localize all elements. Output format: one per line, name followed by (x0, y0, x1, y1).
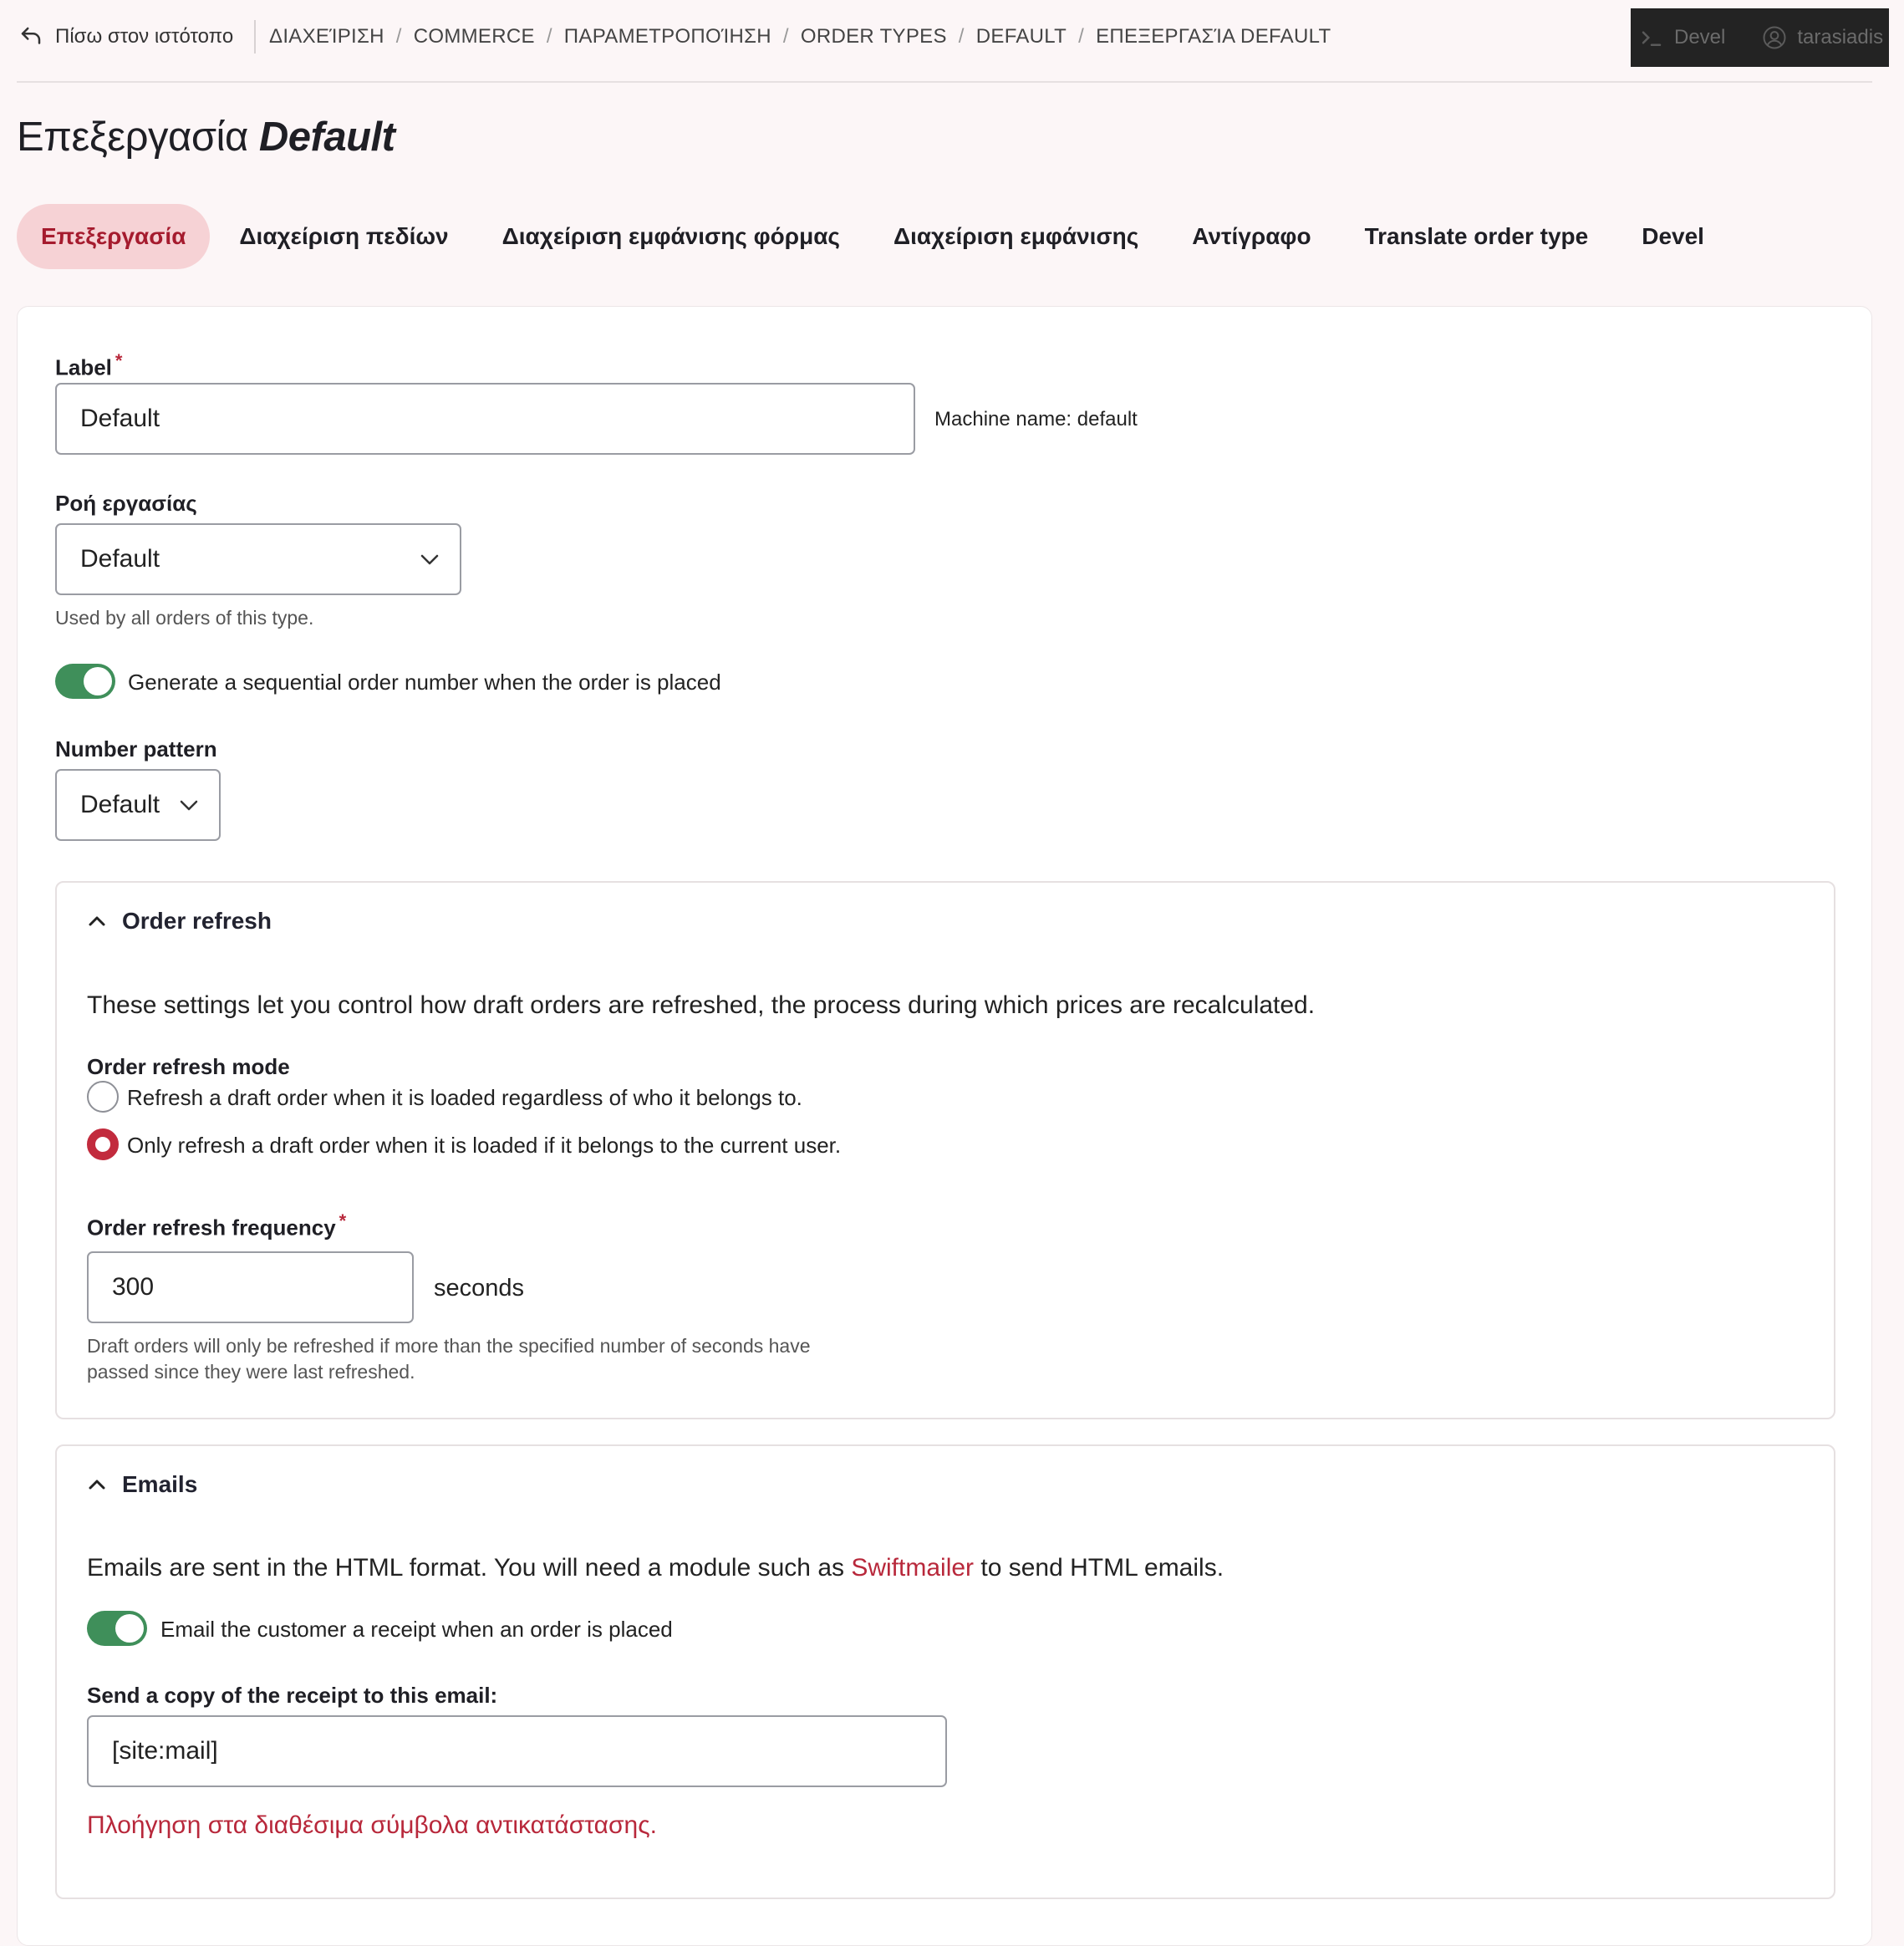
chevron-up-icon (87, 1475, 107, 1495)
breadcrumb-separator: / (1078, 25, 1085, 48)
tab-manage-display[interactable]: Διαχείριση εμφάνισης (893, 223, 1139, 249)
divider (254, 20, 256, 53)
breadcrumb-separator: / (395, 25, 402, 48)
breadcrumb-item-default[interactable]: DEFAULT (975, 25, 1067, 48)
refresh-mode-radio-always[interactable] (87, 1081, 119, 1113)
refresh-frequency-help-line-2: passed since they were last refreshed. (87, 1361, 415, 1383)
breadcrumb (269, 18, 1331, 55)
workflow-label: Ροή εργασίας (55, 491, 197, 516)
label-input[interactable]: Default (55, 383, 915, 455)
devel-menu-button[interactable] (1631, 25, 1725, 50)
emails-title: Emails (122, 1471, 198, 1497)
label-field-label: Label * (55, 350, 123, 380)
top-bar (17, 0, 1884, 83)
chevron-down-icon (420, 551, 440, 568)
order-refresh-summary[interactable] (87, 908, 272, 935)
refresh-frequency-input[interactable]: 300 (87, 1251, 414, 1323)
page-title-entity: Default (258, 115, 395, 160)
order-refresh-mode-label: Order refresh mode (87, 1054, 290, 1079)
toggle-knob (84, 667, 112, 695)
breadcrumb-item-configuration[interactable]: ΠΑΡΑΜΕΤΡΟΠΟΊΗΣΗ (563, 25, 771, 48)
breadcrumb-separator: / (546, 25, 552, 48)
emails-description: Emails are sent in the HTML format. You will need a module such as Swiftmailer to send HTML emails. (87, 1554, 1224, 1582)
user-icon (1762, 25, 1787, 50)
breadcrumb-item-order-types[interactable]: ORDER TYPES (800, 25, 947, 48)
order-refresh-description: These settings let you control how draft orders are refreshed, the process during which prices are recalculated. (87, 991, 1316, 1019)
back-to-site-label: Πίσω στον ιστότοπο (55, 25, 234, 48)
tab-duplicate[interactable]: Αντίγραφο (1192, 223, 1311, 249)
user-menu-button[interactable] (1725, 25, 1883, 50)
emails-summary[interactable] (87, 1471, 197, 1498)
tab-manage-fields[interactable]: Διαχείριση πεδίων (239, 223, 449, 249)
refresh-mode-option-always: Refresh a draft order when it is loaded regardless of who it belongs to. (127, 1085, 802, 1110)
breadcrumb-item-commerce[interactable]: COMMERCE (413, 25, 535, 48)
devel-toolbar (1631, 8, 1889, 67)
tab-translate-order-type[interactable]: Translate order type (1364, 223, 1589, 249)
devel-label: Devel (1674, 26, 1726, 48)
tab-devel[interactable]: Devel (1642, 223, 1704, 249)
email-receipt-label: Email the customer a receipt when an order is placed (160, 1617, 673, 1642)
chevron-down-icon (179, 797, 199, 813)
page-title-prefix: Επεξεργασία (17, 115, 248, 160)
receipt-copy-email-input[interactable]: [site:mail] (87, 1715, 947, 1787)
order-refresh-section (55, 881, 1835, 1419)
refresh-frequency-help-line-1: Draft orders will only be refreshed if more than the specified number of seconds have (87, 1335, 811, 1357)
refresh-mode-radio-owner-only[interactable] (87, 1128, 119, 1160)
refresh-frequency-label: Order refresh frequency * (87, 1210, 347, 1240)
tab-manage-form-display[interactable]: Διαχείριση εμφάνισης φόρμας (501, 223, 840, 249)
arrow-back-icon (18, 24, 43, 49)
emails-section (55, 1444, 1835, 1899)
sequential-number-toggle[interactable] (55, 664, 115, 699)
workflow-help-text: Used by all orders of this type. (55, 607, 314, 629)
workflow-select[interactable] (55, 523, 461, 595)
breadcrumb-item-administration[interactable]: ΔΙΑΧΕΊΡΙΣΗ (269, 25, 384, 48)
workflow-selected-value: Default (80, 545, 160, 573)
order-refresh-title: Order refresh (122, 908, 272, 934)
local-tasks-tabs (17, 204, 1733, 269)
user-name: tarasiadis (1797, 26, 1884, 48)
refresh-mode-option-owner-only: Only refresh a draft order when it is loaded if it belongs to the current user. (127, 1133, 842, 1158)
tab-edit[interactable]: Επεξεργασία (17, 204, 210, 269)
breadcrumb-item-edit-default[interactable]: ΕΠΕΞΕΡΓΑΣΊΑ DEFAULT (1096, 25, 1331, 48)
required-marker: * (115, 350, 123, 371)
number-pattern-label: Number pattern (55, 736, 217, 762)
browse-tokens-link[interactable]: Πλοήγηση στα διαθέσιμα σύμβολα αντικατάστασης. (87, 1811, 658, 1839)
machine-name-text: Machine name: default (934, 408, 1138, 430)
sequential-number-label: Generate a sequential order number when the order is placed (128, 670, 721, 695)
terminal-icon (1639, 25, 1664, 50)
back-to-site-link[interactable] (18, 18, 233, 55)
swiftmailer-link[interactable]: Swiftmailer (851, 1554, 975, 1582)
page-title (17, 114, 395, 160)
required-marker: * (339, 1210, 347, 1231)
email-receipt-toggle[interactable] (87, 1611, 147, 1646)
breadcrumb-separator: / (958, 25, 965, 48)
refresh-frequency-suffix: seconds (434, 1275, 525, 1302)
number-pattern-selected-value: Default (80, 791, 160, 818)
chevron-up-icon (87, 911, 107, 931)
breadcrumb-separator: / (782, 25, 789, 48)
toggle-knob (115, 1614, 144, 1643)
receipt-copy-label: Send a copy of the receipt to this email: (87, 1683, 498, 1708)
order-type-form (17, 306, 1872, 1946)
number-pattern-select[interactable] (55, 769, 221, 841)
